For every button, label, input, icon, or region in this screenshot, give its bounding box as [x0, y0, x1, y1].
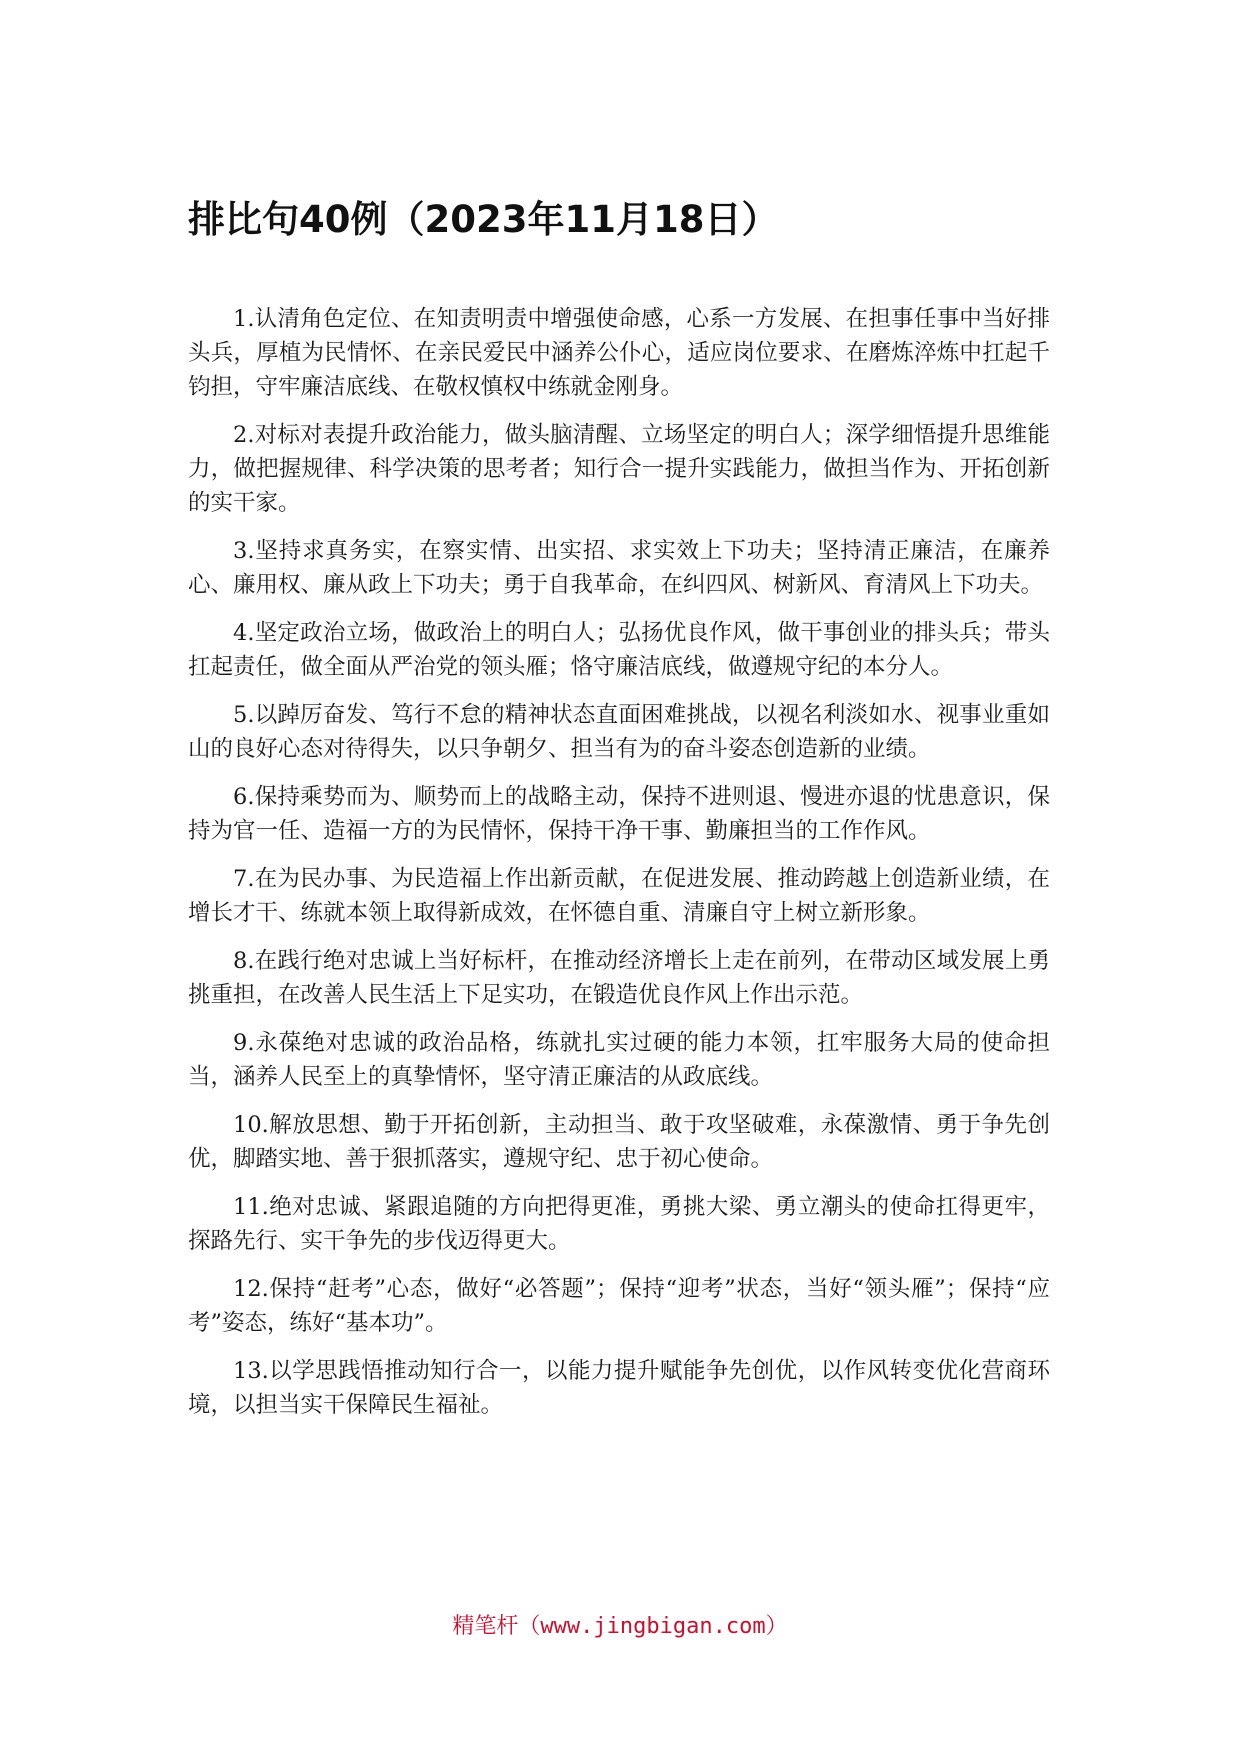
paragraph-11: 11.绝对忠诚、紧跟追随的方向把得更准，勇挑大梁、勇立潮头的使命扛得更牢，探路先行、实干争先的步伐迈得更大。 — [188, 1194, 1050, 1254]
paragraph-4: 4.坚定政治立场，做政治上的明白人；弘扬优良作风，做干事创业的排头兵；带头扛起责任，做全面从严治党的领头雁；恪守廉洁底线，做遵规守纪的本分人。 — [188, 620, 1050, 680]
paragraph-3: 3.坚持求真务实，在察实情、出实招、求实效上下功夫；坚持清正廉洁，在廉养心、廉用权、廉从政上下功夫；勇于自我革命，在纠四风、树新风、育清风上下功夫。 — [188, 538, 1050, 598]
paragraph-10: 10.解放思想、勤于开拓创新，主动担当、敢于攻坚破难，永葆激情、勇于争先创优，脚踏实地、善于狠抓落实，遵规守纪、忠于初心使命。 — [188, 1112, 1050, 1172]
paragraph-9: 9.永葆绝对忠诚的政治品格，练就扎实过硬的能力本领，扛牢服务大局的使命担当，涵养人民至上的真挚情怀，坚守清正廉洁的从政底线。 — [188, 1030, 1050, 1090]
paragraph-6: 6.保持乘势而为、顺势而上的战略主动，保持不进则退、慢进亦退的忧患意识，保持为官一任、造福一方的为民情怀，保持干净干事、勤廉担当的工作作风。 — [188, 784, 1050, 844]
paragraph-2: 2.对标对表提升政治能力，做头脑清醒、立场坚定的明白人；深学细悟提升思维能力，做把握规律、科学决策的思考者；知行合一提升实践能力，做担当作为、开拓创新的实干家。 — [188, 422, 1050, 516]
paragraph-13: 13.以学思践悟推动知行合一，以能力提升赋能争先创优，以作风转变优化营商环境，以担当实干保障民生福祉。 — [188, 1358, 1050, 1418]
paragraph-1: 1.认清角色定位、在知责明责中增强使命感，心系一方发展、在担事任事中当好排头兵，厚植为民情怀、在亲民爱民中涵养公仆心，适应岗位要求、在磨炼淬炼中扛起千钧担，守牢廉洁底线、在敬权慎权中练就金刚身。 — [188, 306, 1050, 400]
document-body — [188, 302, 1050, 1436]
paragraph-12: 12.保持“赶考”心态，做好“必答题”；保持“迎考”状态，当好“领头雁”；保持“应考”姿态，练好“基本功”。 — [188, 1276, 1050, 1336]
paragraph-8: 8.在践行绝对忠诚上当好标杆，在推动经济增长上走在前列，在带动区域发展上勇挑重担，在改善人民生活上下足实功，在锻造优良作风上作出示范。 — [188, 948, 1050, 1008]
paragraph-5: 5.以踔厉奋发、笃行不怠的精神状态直面困难挑战，以视名利淡如水、视事业重如山的良好心态对待得失，以只争朝夕、担当有为的奋斗姿态创造新的业绩。 — [188, 702, 1050, 762]
page-title: 排比句40例（2023年11月18日） — [188, 198, 779, 241]
footer-watermark: 精笔杆（www.jingbigan.com） — [452, 1614, 788, 1639]
paragraph-7: 7.在为民办事、为民造福上作出新贡献，在促进发展、推动跨越上创造新业绩，在增长才干、练就本领上取得新成效，在怀德自重、清廉自守上树立新形象。 — [188, 866, 1050, 926]
